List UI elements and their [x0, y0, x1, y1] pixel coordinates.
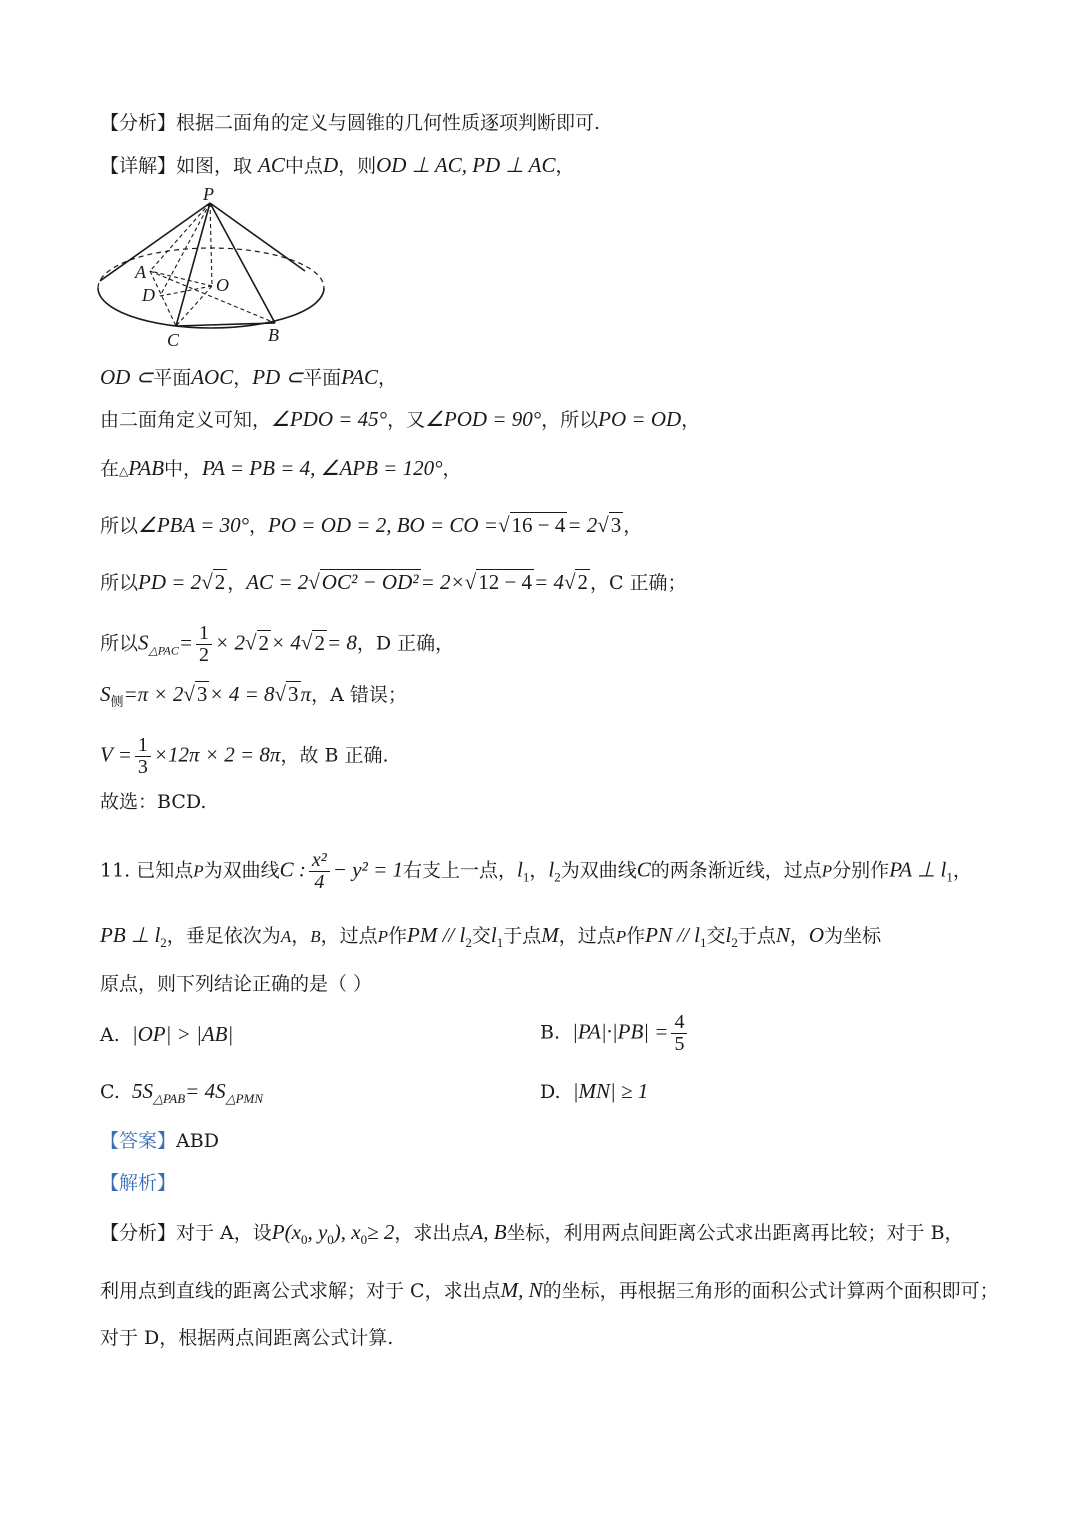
text: ，C 正确； — [589, 572, 687, 594]
math: l — [517, 857, 523, 882]
text: ，故 B 正确. — [280, 744, 389, 767]
text: ，过点 — [558, 925, 616, 947]
pba-line: 所以∠PBA = 30°，PO = OD = 2, BO = CO =√16 − 4= 2√3 ， — [100, 513, 643, 537]
subscript: 2 — [465, 934, 472, 950]
detail-line — [100, 152, 574, 179]
text: 11. 已知点 — [100, 859, 194, 882]
math: N — [775, 923, 790, 947]
math: PB ⊥ l — [100, 923, 161, 947]
text: ， — [952, 859, 972, 882]
text: ， — [681, 409, 701, 431]
radicand: 2 — [577, 570, 588, 594]
text: ，又 — [387, 409, 426, 431]
radicand: 3 — [196, 682, 208, 706]
edge-pb — [210, 203, 275, 323]
edge-pd — [160, 203, 210, 296]
dihedral-line — [100, 406, 700, 433]
math: ×12π × 2 = 8π — [153, 742, 281, 767]
text: 对于 A，设 — [176, 1222, 272, 1244]
subscript: △PAC — [148, 643, 179, 658]
answer-line — [100, 1128, 219, 1154]
math: l — [548, 857, 555, 882]
fraction — [135, 735, 151, 778]
subscript: 2 — [731, 934, 738, 950]
text: 为坐标 — [824, 925, 882, 947]
math: PAB — [128, 456, 165, 480]
radicand: 3 — [288, 682, 299, 706]
math: P — [377, 927, 389, 946]
option-label: D. — [540, 1081, 561, 1103]
option-label: C. — [100, 1081, 120, 1103]
math: ∠POD = 90° — [425, 407, 542, 431]
math: M — [541, 923, 559, 947]
math: S — [138, 630, 149, 655]
math: C — [636, 857, 651, 882]
detail-text: 中点 — [284, 155, 323, 177]
subscript: 0 — [300, 1231, 308, 1247]
subscript: △PMN — [225, 1090, 264, 1106]
fraction — [196, 623, 212, 666]
text: 于点 — [503, 925, 542, 947]
subscript: 1 — [700, 934, 707, 950]
math: 5S — [132, 1079, 153, 1103]
numerator: 4 — [671, 1012, 687, 1034]
text: 的坐标，再根据三角形的面积公式计算两个面积即可； — [542, 1280, 999, 1302]
jiexi-line — [100, 1170, 176, 1196]
math: P — [821, 861, 833, 881]
math: P — [271, 1220, 285, 1244]
text: ，所以 — [541, 409, 599, 431]
math: B — [310, 927, 321, 946]
q11-line2 — [100, 922, 881, 956]
text: 所以 — [100, 515, 139, 537]
text: 作 — [388, 925, 408, 947]
edge-oa — [150, 271, 212, 286]
text: 分别作 — [832, 859, 890, 882]
triangle-line — [100, 455, 462, 484]
math: , y — [307, 1220, 328, 1244]
answer-tag: 【答案】 — [100, 1130, 177, 1152]
math: (x — [284, 1220, 301, 1244]
math: AOC — [191, 365, 234, 389]
detail-text: ， — [555, 155, 575, 177]
math: S — [100, 682, 111, 706]
option-b — [540, 1012, 690, 1055]
label-d: D — [142, 285, 155, 305]
math: O — [808, 923, 825, 947]
option-label: B. — [540, 1021, 561, 1044]
math: = 2× — [420, 570, 465, 594]
math: P — [193, 861, 204, 881]
math: = 4 — [534, 570, 564, 594]
subscript: 1 — [496, 934, 504, 950]
text: ， — [249, 515, 269, 537]
detail-tag: 【详解】 — [100, 155, 177, 177]
text: 坐标，利用两点间距离公式求出距离再比较；对于 B， — [506, 1222, 964, 1244]
text: 在 — [100, 458, 120, 480]
text: 利用点到直线的距离公式求解；对于 C，求出点 — [100, 1280, 501, 1302]
text: ， — [789, 925, 809, 947]
math: × 2 — [215, 630, 245, 655]
text: 为双曲线 — [560, 859, 637, 882]
option-c — [100, 1077, 263, 1113]
denominator: 5 — [674, 1033, 685, 1055]
numerator: 1 — [135, 735, 151, 757]
slant-left — [100, 203, 210, 281]
analysis-tag: 【分析】 — [100, 112, 177, 134]
text: ，D 正确， — [356, 632, 455, 655]
text: 所以 — [100, 572, 139, 594]
detail-text: 如图，取 — [176, 155, 253, 177]
text: 由二面角定义可知， — [100, 409, 272, 431]
subscript: 2 — [160, 934, 167, 950]
text: ， — [442, 458, 462, 480]
option-d — [540, 1077, 648, 1106]
math: PD ⊂ — [252, 365, 304, 389]
fraction — [671, 1012, 687, 1055]
math: PO = OD = 2, BO = CO = — [268, 513, 498, 537]
label-c: C — [167, 330, 180, 350]
radicand: 2 — [314, 630, 325, 655]
volume-line — [100, 735, 389, 778]
option-label: A. — [100, 1024, 120, 1046]
analysis2-line1 — [100, 1219, 964, 1253]
spac-line: 所以$S_{\triangle PAC}=$ $\frac{1}{2}$ × 2√2× 4√2= 8，D 正确， — [100, 622, 455, 666]
math: = 2 — [567, 513, 598, 537]
analysis-line — [100, 110, 600, 136]
text: 交 — [471, 925, 491, 947]
math: PAC — [341, 365, 379, 389]
subscript: 1 — [946, 869, 953, 885]
text: ，垂足依次为 — [166, 925, 281, 947]
label-a: A — [135, 262, 146, 282]
math: PN // l — [645, 923, 700, 947]
subscript: 0 — [327, 1231, 334, 1247]
math: =π × 2 — [123, 682, 184, 706]
subscript: 侧 — [110, 694, 124, 710]
numerator: x² — [309, 850, 330, 872]
math: π — [300, 682, 312, 706]
math: = 4S — [185, 1079, 226, 1103]
text: ， — [529, 859, 549, 882]
text: ，求出点 — [394, 1222, 471, 1244]
text: 中， — [164, 458, 203, 480]
numerator: 1 — [196, 623, 212, 645]
math: V = — [100, 742, 132, 767]
subscript: 0 — [360, 1231, 368, 1247]
analysis-tag: 【分析】 — [100, 1222, 177, 1244]
denominator: 2 — [199, 644, 210, 666]
radicand: 16 − 4 — [511, 513, 566, 537]
math: M, N — [500, 1278, 543, 1302]
jiexi-tag: 【解析】 — [100, 1172, 177, 1194]
answer-text: ABD — [176, 1130, 219, 1152]
math: PO = OD — [598, 407, 682, 431]
math: PA = PB = 4, ∠APB = 120° — [202, 456, 443, 480]
text: 平面 — [303, 367, 342, 389]
math: × 4 — [271, 630, 301, 655]
subscript: 2 — [554, 869, 561, 885]
text: ， — [233, 367, 253, 389]
triangle-symbol: △ — [119, 464, 129, 478]
math: |MN| ≥ 1 — [572, 1079, 649, 1103]
text: 于点 — [737, 925, 776, 947]
math: |OP| > |AB| — [131, 1022, 234, 1046]
math: A, B — [470, 1220, 507, 1244]
math: A — [280, 927, 292, 946]
math: = — [178, 630, 194, 655]
base-front-arc — [98, 288, 324, 328]
math: l — [490, 923, 497, 947]
math: ≥ 2 — [367, 1220, 395, 1244]
math: C : — [279, 857, 306, 882]
math: OD ⊂ — [100, 365, 154, 389]
q11-line1 — [100, 850, 972, 893]
radicand: 2 — [258, 630, 269, 655]
label-b: B — [268, 325, 279, 345]
math: l — [725, 923, 732, 947]
text: 为双曲线 — [203, 859, 280, 882]
analysis-text: 根据二面角的定义与圆锥的几何性质逐项判断即可. — [176, 112, 601, 134]
text: ，A 错误； — [311, 684, 407, 706]
math: ), x — [333, 1220, 361, 1244]
math-ac: AC — [258, 153, 285, 177]
text: 平面 — [153, 367, 192, 389]
radicand: 2 — [214, 570, 226, 594]
option-a — [100, 1020, 233, 1049]
math: |PA|·|PB| = — [572, 1019, 669, 1044]
math: ∠PBA = 30° — [138, 513, 250, 537]
text: ， — [227, 572, 247, 594]
subscript: △PAB — [153, 1090, 186, 1106]
text: ， — [291, 925, 311, 947]
text: 右支上一点， — [403, 859, 518, 882]
fraction — [309, 850, 330, 893]
math: PM // l — [407, 923, 466, 947]
slant-right — [210, 203, 305, 271]
detail-text: ，则 — [338, 155, 377, 177]
text: 作 — [626, 925, 646, 947]
radicand: 12 − 4 — [478, 570, 533, 594]
analysis2-line2 — [100, 1277, 999, 1304]
cone-figure — [90, 183, 340, 353]
text: 所以 — [100, 632, 139, 655]
math: = 8 — [326, 630, 357, 655]
label-p: P — [203, 184, 214, 204]
subscript: 1 — [522, 869, 530, 885]
math: P — [615, 927, 627, 946]
denominator: 3 — [137, 756, 148, 778]
label-o: O — [216, 275, 229, 295]
denominator: 4 — [314, 871, 325, 893]
math-perp: OD ⊥ AC, PD ⊥ AC — [376, 153, 556, 177]
math: PA ⊥ l — [889, 857, 947, 882]
choose-line: 故选：BCD. — [100, 791, 207, 813]
math: ∠PDO = 45° — [271, 407, 388, 431]
text: ， — [623, 515, 643, 537]
math: × 4 = 8 — [209, 682, 275, 706]
side-area-line: $S_侧=\pi \times 2√3\times 4 = 8√3\pi$，A 错误； — [100, 682, 407, 710]
radicand: 3 — [610, 513, 622, 537]
text: 交 — [706, 925, 726, 947]
pd-line: 所以PD = 2√2 ，AC = 2√OC² − OD²= 2×√12 − 4= 4√2 ，C 正确； — [100, 570, 687, 594]
text: ，过点 — [320, 925, 378, 947]
radicand: OC² − OD² — [321, 570, 419, 594]
analysis2-line3: 对于 D，根据两点间距离公式计算. — [100, 1327, 394, 1349]
math-d: D — [322, 153, 339, 177]
text: ， — [378, 367, 398, 389]
q11-line3: 原点，则下列结论正确的是（ ） — [100, 973, 373, 995]
od-subset-line — [100, 364, 397, 391]
text: 的两条渐近线，过点 — [650, 859, 822, 882]
math: PD = 2 — [138, 570, 202, 594]
math: − y² = 1 — [332, 857, 404, 882]
math: AC = 2 — [246, 570, 309, 594]
edge-po — [210, 203, 212, 286]
